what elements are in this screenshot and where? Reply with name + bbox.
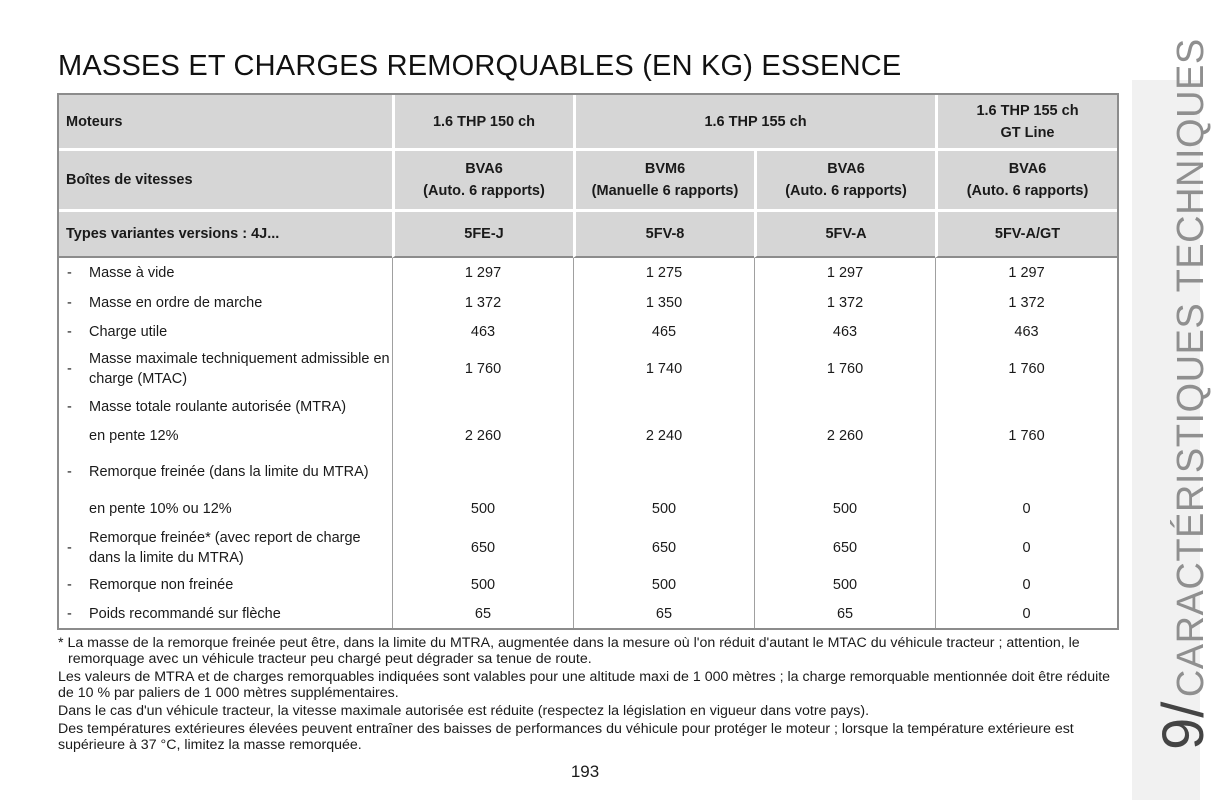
- gearbox-2: [573, 151, 754, 212]
- type-1: 5FE-J: [392, 212, 573, 258]
- row-label: en pente 10% ou 12%: [89, 501, 232, 517]
- row-value: [573, 392, 754, 422]
- row-label: Masse totale roulante autorisée (MTRA): [89, 399, 347, 415]
- row-value: 500: [573, 494, 754, 524]
- engine-3-line1: 1.6 THP 155 ch: [976, 102, 1079, 119]
- gearbox-1: [392, 151, 573, 212]
- row-value: 1 372: [392, 288, 573, 317]
- table-row: [59, 450, 1117, 494]
- row-dash: -: [67, 361, 72, 377]
- gearbox-3-code: BVA6: [827, 161, 865, 177]
- gearbox-row: [59, 151, 1117, 212]
- row-label: Charge utile: [89, 323, 168, 340]
- row-dash: -: [67, 577, 72, 593]
- row-value: 500: [392, 571, 573, 599]
- type-3: 5FV-A: [754, 212, 935, 258]
- footnote-trailer-mass: * La masse de la remorque freinée peut être, dans la limite du MTRA, augmentée dans la mesure où l'on réduit d'autant le MTAC du véhicule tracteur ; attention, le remorquage avec un véhicule tracteur peu chargé peut dégrader sa tenue de route.: [58, 635, 1080, 667]
- table-row: [59, 599, 1117, 628]
- row-value: 1 760: [754, 346, 935, 392]
- table-row: [59, 524, 1117, 571]
- gearbox-3-desc: (Auto. 6 rapports): [785, 183, 907, 199]
- gearbox-1-code: BVA6: [465, 161, 503, 177]
- row-value: [935, 450, 1117, 494]
- engines-row: [59, 95, 1117, 151]
- engine-2: 1.6 THP 155 ch: [573, 95, 935, 151]
- row-dash: -: [67, 399, 72, 415]
- row-value: 65: [392, 599, 573, 628]
- row-value: 500: [392, 494, 573, 524]
- engine-1: 1.6 THP 150 ch: [392, 95, 573, 151]
- row-value: 0: [935, 599, 1117, 628]
- gearbox-label: Boîtes de vitesses: [59, 151, 392, 212]
- footnote-temperature: Des températures extérieures élevées peuvent entraîner des baisses de performances du véhicule pour protéger le moteur ; lorsque la température extérieure est supérieure à 37 °C, limitez la masse remorquée.: [58, 721, 1074, 753]
- table-row: [59, 494, 1117, 524]
- table-row: [59, 346, 1117, 392]
- footnote-altitude: Les valeurs de MTRA et de charges remorquables indiquées sont valables pour une altitude maxi de 1 000 mètres ; la charge remorquable mentionnée doit être réduite de 10 % par paliers de 1 000 mètres supplémentaires.: [58, 669, 1111, 701]
- row-value: 650: [754, 524, 935, 571]
- chapter-title: CARACTÉRISTIQUES TECHNIQUES: [1170, 38, 1212, 698]
- row-label: en pente 12%: [89, 428, 179, 444]
- row-value: 65: [754, 599, 935, 628]
- row-label: Remorque freinée* (avec report de charge dans la limite du MTRA): [89, 529, 361, 566]
- row-value: [392, 450, 573, 494]
- row-value: 1 297: [392, 258, 573, 288]
- gearbox-4-code: BVA6: [1008, 161, 1047, 177]
- row-value: 1 740: [573, 346, 754, 392]
- table-row: [59, 392, 1117, 422]
- row-value: 1 760: [392, 346, 573, 392]
- row-value: 65: [573, 599, 754, 628]
- gearbox-1-desc: (Auto. 6 rapports): [423, 183, 545, 199]
- row-value: 2 260: [392, 422, 573, 450]
- row-value: 1 372: [754, 288, 935, 317]
- row-value: 500: [573, 571, 754, 599]
- row-value: 463: [935, 317, 1117, 346]
- gearbox-3: [754, 151, 935, 212]
- row-value: 0: [935, 524, 1117, 571]
- row-value: 0: [935, 494, 1117, 524]
- types-row: [59, 212, 1117, 258]
- row-label: Remorque freinée (dans la limite du MTRA): [89, 464, 369, 480]
- row-value: 2 240: [573, 422, 754, 450]
- row-dash: -: [67, 294, 72, 311]
- row-value: 463: [392, 317, 573, 346]
- row-value: [573, 450, 754, 494]
- row-value: 2 260: [754, 422, 935, 450]
- row-value: 500: [754, 571, 935, 599]
- row-value: [392, 392, 573, 422]
- row-dash: -: [67, 265, 72, 281]
- row-value: 500: [754, 494, 935, 524]
- row-value: 1 760: [935, 346, 1117, 392]
- table-row: [59, 288, 1117, 317]
- chapter-heading: [1150, 38, 1217, 750]
- row-value: 1 372: [935, 288, 1117, 317]
- table-row: [59, 571, 1117, 599]
- row-value: 650: [392, 524, 573, 571]
- row-label: Remorque non freinée: [89, 577, 234, 593]
- engine-3: [935, 95, 1117, 151]
- gearbox-4: [935, 151, 1117, 212]
- page-title: MASSES ET CHARGES REMORQUABLES (EN KG) ESSENCE: [58, 50, 902, 82]
- table-row: [59, 258, 1117, 288]
- row-dash: -: [67, 323, 72, 340]
- row-value: 1 297: [935, 258, 1117, 288]
- table-row: [59, 422, 1117, 450]
- footnote-speed: Dans le cas d'un véhicule tracteur, la vitesse maximale autorisée est réduite (respectez la législation en vigueur dans votre pays).: [58, 703, 870, 719]
- row-label: Poids recommandé sur flèche: [89, 605, 281, 622]
- row-dash: [59, 422, 89, 450]
- row-value: 1 350: [573, 288, 754, 317]
- row-dash: -: [67, 539, 72, 556]
- row-label: Masse maximale techniquement admissible en charge (MTAC): [89, 351, 390, 387]
- footnotes: [58, 635, 1118, 755]
- type-2: 5FV-8: [573, 212, 754, 258]
- gearbox-4-desc: (Auto. 6 rapports): [966, 183, 1089, 199]
- types-label: Types variantes versions : 4J...: [59, 212, 392, 258]
- row-value: 1 275: [573, 258, 754, 288]
- gearbox-2-code: BVM6: [644, 161, 686, 177]
- engine-3-line2: GT Line: [1000, 124, 1055, 141]
- row-value: 463: [754, 317, 935, 346]
- row-label: Masse à vide: [89, 265, 175, 281]
- row-value: 1 760: [935, 422, 1117, 450]
- row-dash: -: [67, 464, 72, 480]
- row-dash: -: [67, 605, 72, 622]
- page-number: 193: [570, 762, 600, 781]
- row-value: [935, 392, 1117, 422]
- engines-label: Moteurs: [59, 95, 392, 151]
- towing-weights-table: [57, 93, 1119, 630]
- row-value: 0: [935, 571, 1117, 599]
- row-value: 1 297: [754, 258, 935, 288]
- row-value: 650: [573, 524, 754, 571]
- type-4: 5FV-A/GT: [935, 212, 1117, 258]
- row-dash: [59, 494, 89, 524]
- row-value: [754, 392, 935, 422]
- row-value: 465: [573, 317, 754, 346]
- row-value: [754, 450, 935, 494]
- table-row: [59, 317, 1117, 346]
- gearbox-2-desc: (Manuelle 6 rapports): [591, 183, 739, 199]
- chapter-number: 9/: [1151, 701, 1216, 750]
- row-label: Masse en ordre de marche: [89, 294, 263, 311]
